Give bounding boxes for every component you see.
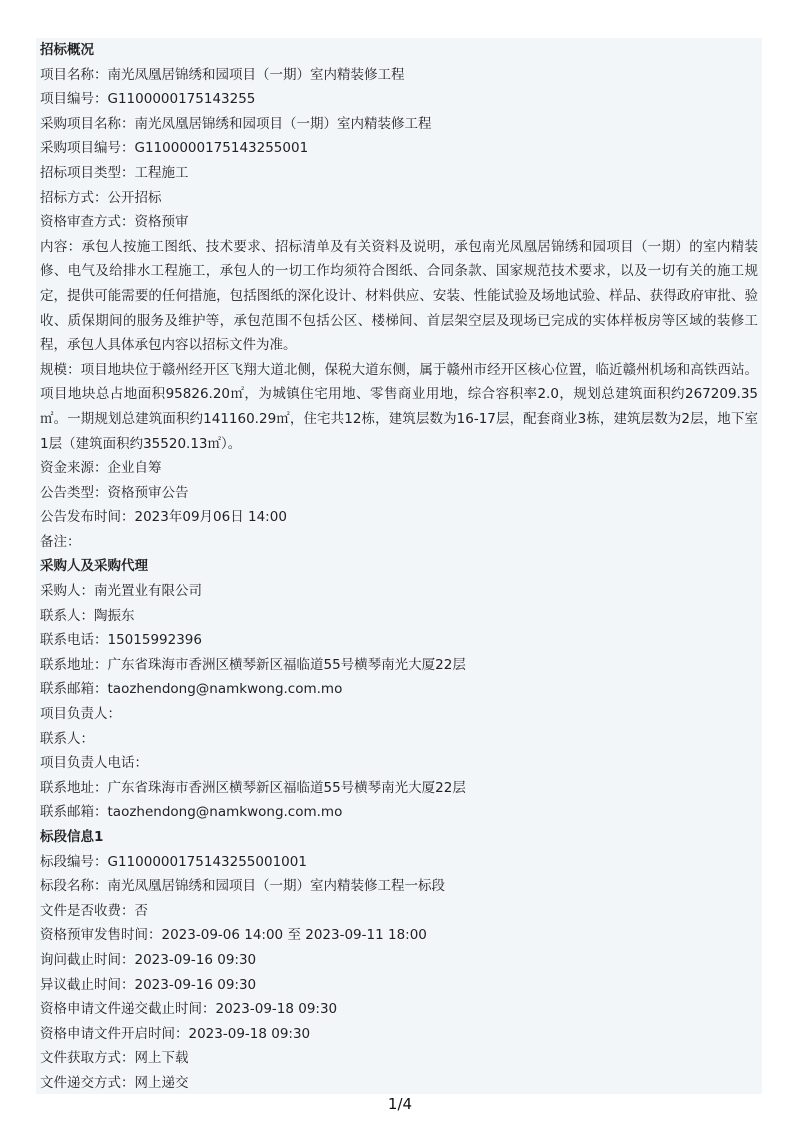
project-lead: 项目负责人：	[40, 706, 121, 723]
project-lead-phone: 项目负责人电话：	[40, 755, 148, 772]
publish-time: 公告发布时间：2023年09月06日 14:00	[40, 509, 287, 526]
tender-method: 招标方式：公开招标	[40, 189, 162, 206]
contact-address-2: 联系地址：广东省珠海市香洲区横琴新区福临道55号横琴南光大厦22层	[40, 779, 466, 796]
obtain-method: 文件获取方式：网上下载	[40, 1050, 189, 1067]
contact-email: 联系邮箱：taozhendong@namkwong.com.mo	[40, 681, 343, 698]
contact-phone: 联系电话：15015992396	[40, 632, 202, 649]
qualification-method: 资格审查方式：资格预审	[40, 214, 189, 231]
lot-name: 标段名称：南光凤凰居锦绣和园项目（一期）室内精装修工程一标段	[40, 878, 445, 895]
lot-number: 标段编号：G1100000175143255001001	[40, 853, 307, 870]
objection-deadline: 异议截止时间：2023-09-16 09:30	[40, 976, 257, 993]
open-time: 资格申请文件开启时间：2023-09-18 09:30	[40, 1025, 311, 1042]
purchaser-name: 采购人：南光置业有限公司	[40, 583, 202, 600]
remarks: 备注：	[40, 533, 81, 550]
document-fee: 文件是否收费：否	[40, 902, 148, 919]
project-name: 项目名称：南光凤凰居锦绣和园项目（一期）室内精装修工程	[40, 66, 405, 83]
purchase-number: 采购项目编号：G1100000175143255001	[40, 140, 309, 157]
document-body	[36, 38, 762, 1094]
contact-address: 联系地址：广东省珠海市香洲区横琴新区福临道55号横琴南光大厦22层	[40, 656, 466, 673]
submit-deadline: 资格申请文件递交截止时间：2023-09-18 09:30	[40, 1001, 338, 1018]
fund-source: 资金来源：企业自筹	[40, 460, 162, 477]
page-number: 1/4	[387, 1095, 413, 1113]
scale-paragraph: 规模：项目地块位于赣州经开区飞翔大道北侧，保税大道东侧，属于赣州市经开区核心位置，临近赣州机场和高铁西站。项目地块总占地面积95826.20㎡，为城镇住宅用地、零售商业用地，综合容积率2.0，规划总建筑面积约267209.35㎡。一期规划总建筑面积约141160.29㎡，住宅共12栋，建筑层数为16-17层，配套商业3栋，建筑层数为2层，地下室1层（建筑面积约35520.13㎡）。	[40, 361, 758, 452]
contact-person: 联系人：陶振东	[40, 607, 135, 624]
section-heading-lot: 标段信息1	[40, 829, 104, 845]
submit-method: 文件递交方式：网上递交	[40, 1074, 189, 1091]
section-heading-purchaser: 采购人及采购代理	[40, 558, 148, 575]
contact-person-2: 联系人：	[40, 730, 94, 747]
section-heading-overview: 招标概况	[40, 42, 94, 58]
notice-type: 公告类型：资格预审公告	[40, 484, 189, 501]
project-number: 项目编号：G1100000175143255	[40, 91, 256, 108]
sale-time: 资格预审发售时间：2023-09-06 14:00 至 2023-09-11 18:00	[40, 927, 427, 944]
project-type: 招标项目类型：工程施工	[40, 164, 189, 181]
inquiry-deadline: 询问截止时间：2023-09-16 09:30	[40, 951, 257, 968]
purchase-name: 采购项目名称：南光凤凰居锦绣和园项目（一期）室内精装修工程	[40, 115, 432, 132]
contact-email-2: 联系邮箱：taozhendong@namkwong.com.mo	[40, 804, 343, 821]
content-paragraph: 内容：承包人按施工图纸、技术要求、招标清单及有关资料及说明，承包南光凤凰居锦绣和园项目（一期）的室内精装修、电气及给排水工程施工，承包人的一切工作均须符合图纸、合同条款、国家规范技术要求，以及一切有关的施工规定，提供可能需要的任何措施，包括图纸的深化设计、材料供应、安装、性能试验及场地试验、样品、获得政府审批、验收、质保期间的服务及维护等，承包范围不包括公区、楼梯间、首层架空层及现场已完成的实体样板房等区域的装修工程，承包人具体承包内容以招标文件为准。	[40, 238, 758, 354]
